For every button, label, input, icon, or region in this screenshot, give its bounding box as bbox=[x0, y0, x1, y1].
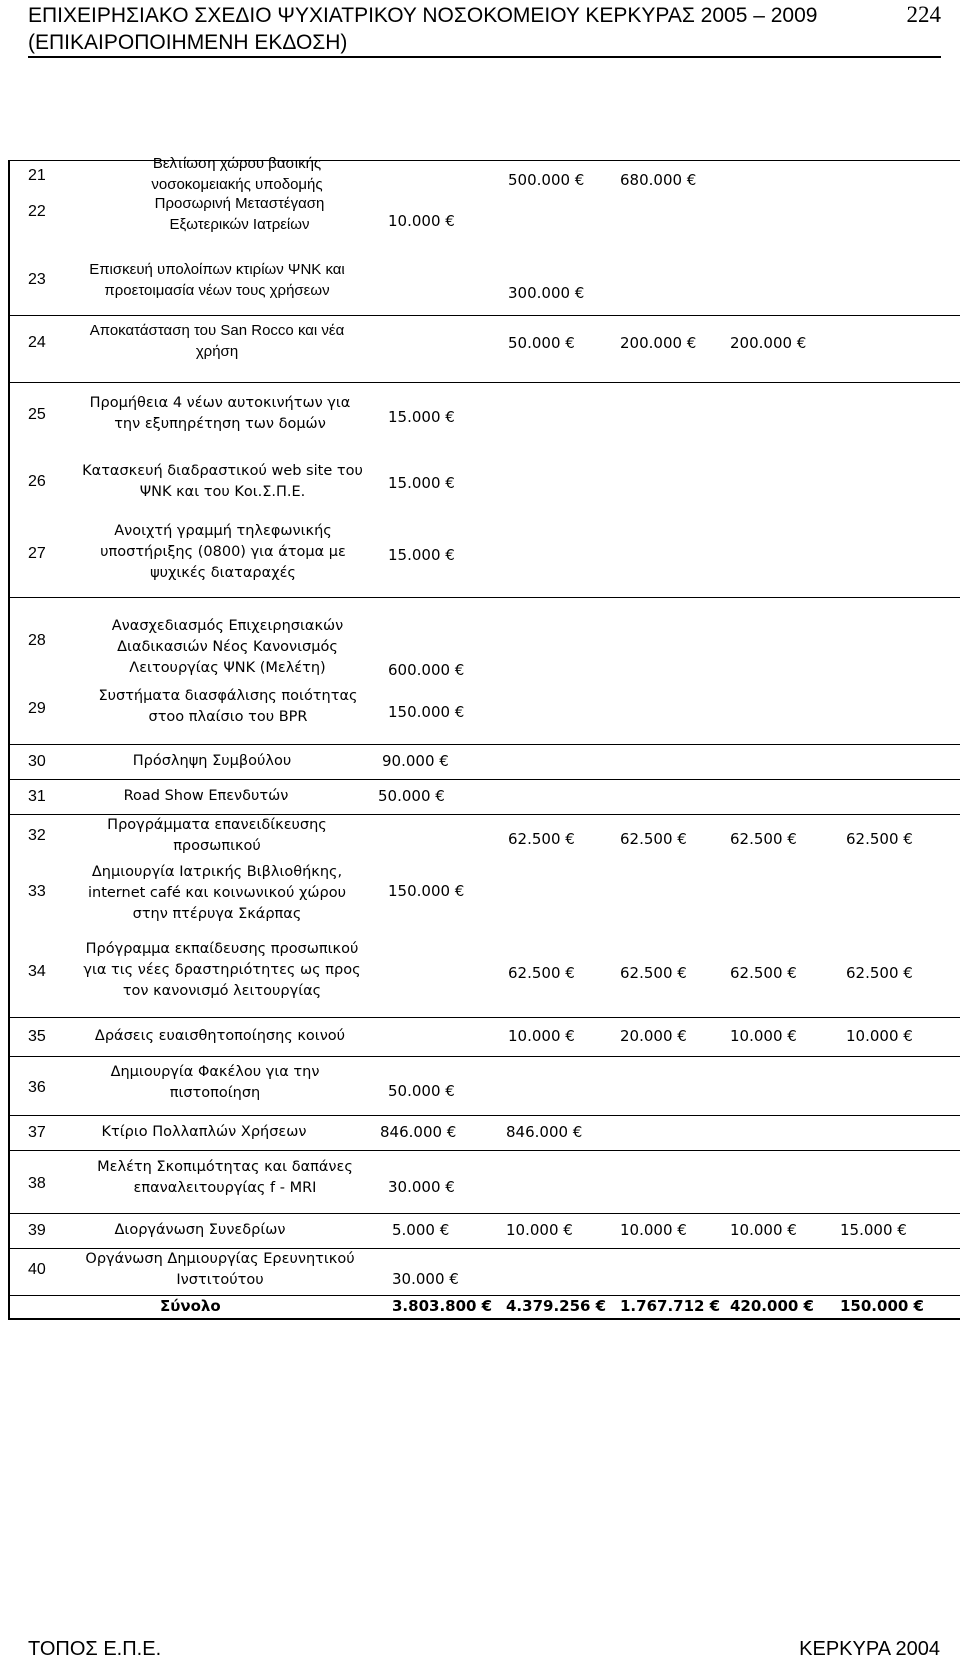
table-row bbox=[10, 1056, 960, 1115]
amount-cell: 50.000 € bbox=[508, 334, 575, 352]
row-description: Δημιουργία Ιατρικής Βιβλιοθήκης, internet café και κοινωνικού χώρου στην πτέρυγα Σκάρπας bbox=[87, 864, 347, 922]
table-row bbox=[10, 682, 960, 744]
row-number: 38 bbox=[28, 1175, 46, 1192]
amount-cell: 30.000 € bbox=[392, 1270, 459, 1288]
table-row bbox=[10, 1150, 960, 1213]
row-number: 21 bbox=[28, 167, 46, 184]
row-number: 28 bbox=[28, 632, 46, 649]
table-row bbox=[10, 382, 960, 449]
table-row bbox=[10, 1213, 960, 1248]
amount-cell: 500.000 € bbox=[508, 171, 585, 189]
amount-cell: 15.000 € bbox=[388, 474, 455, 492]
row-number: 23 bbox=[28, 271, 46, 288]
row-number: 25 bbox=[28, 406, 46, 423]
table-row bbox=[10, 779, 960, 814]
row-number: 29 bbox=[28, 700, 46, 717]
table-row bbox=[10, 1017, 960, 1056]
amount-cell: 15.000 € bbox=[388, 408, 455, 426]
row-description: Επισκευή υπολοίπων κτιρίων ΨΝΚ και προετοιμασία νέων τους χρήσεων bbox=[89, 261, 345, 299]
amount-cell: 10.000 € bbox=[508, 1027, 575, 1045]
row-description: Πρόσληψη Συμβούλου bbox=[132, 753, 292, 769]
row-description: Προγράμματα επανειδίκευσης προσωπικού bbox=[107, 817, 327, 854]
table-row bbox=[10, 814, 960, 863]
amount-cell: 15.000 € bbox=[388, 546, 455, 564]
row-description: Κατασκευή διαδραστικού web site του ΨΝΚ και του Κοι.Σ.Π.Ε. bbox=[82, 463, 363, 500]
amount-cell: 62.500 € bbox=[846, 964, 913, 982]
footer-company: ΤΟΠΟΣ Ε.Π.Ε. bbox=[28, 1638, 162, 1660]
amount-cell: 5.000 € bbox=[392, 1221, 450, 1239]
table-row bbox=[10, 1115, 960, 1150]
row-number: 24 bbox=[28, 334, 46, 351]
total-amount-cell: 3.803.800 € bbox=[392, 1297, 493, 1315]
amount-cell: 846.000 € bbox=[380, 1123, 457, 1141]
row-description: Διοργάνωση Συνεδρίων bbox=[114, 1222, 286, 1238]
row-description: Οργάνωση Δημιουργίας Ερευνητικού Ινστιτούτου bbox=[85, 1251, 355, 1288]
amount-cell: 10.000 € bbox=[620, 1221, 687, 1239]
amount-cell: 90.000 € bbox=[382, 752, 449, 770]
amount-cell: 50.000 € bbox=[378, 787, 445, 805]
row-number: 40 bbox=[28, 1261, 46, 1278]
row-number: 31 bbox=[28, 788, 46, 805]
amount-cell: 62.500 € bbox=[508, 830, 575, 848]
amount-cell: 62.500 € bbox=[508, 964, 575, 982]
amount-cell: 62.500 € bbox=[620, 964, 687, 982]
table-row bbox=[10, 1248, 960, 1295]
amount-cell: 600.000 € bbox=[388, 661, 465, 679]
row-description: Συστήματα διασφάλισης ποιότητας στοο πλαίσιο του BPR bbox=[98, 688, 358, 725]
row-number: 36 bbox=[28, 1079, 46, 1096]
amount-cell: 30.000 € bbox=[388, 1178, 455, 1196]
table-row bbox=[10, 597, 960, 682]
footer-location-year: ΚΕΡΚΥΡΑ 2004 bbox=[799, 1638, 940, 1660]
table-row bbox=[10, 315, 960, 382]
budget-table bbox=[8, 155, 960, 1320]
row-number: 30 bbox=[28, 753, 46, 770]
amount-cell: 150.000 € bbox=[388, 882, 465, 900]
document-title: ΕΠΙΧΕΙΡΗΣΙΑΚΟ ΣΧΕΔΙΟ ΨΥΧΙΑΤΡΙΚΟΥ ΝΟΣΟΚΟΜΕΙΟΥ ΚΕΡΚΥΡΑΣ 2005 – 2009 (ΕΠΙΚΑΙΡΟΠΟΙΗΜΕΝΗ ΕΚΔΟΣΗ) bbox=[28, 4, 818, 54]
amount-cell: 62.500 € bbox=[730, 830, 797, 848]
row-description: Ανοιχτή γραμμή τηλεφωνικής υποστήριξης (0800) για άτομα με ψυχικές διαταραχές bbox=[100, 523, 346, 581]
amount-cell: 10.000 € bbox=[846, 1027, 913, 1045]
row-description: Πρόγραμμα εκπαίδευσης προσωπικού για τις νέες δραστηριότητες ως προς τον κανονισμό λειτουργίας bbox=[83, 941, 361, 999]
total-amount-cell: 420.000 € bbox=[730, 1297, 814, 1315]
amount-cell: 15.000 € bbox=[840, 1221, 907, 1239]
page-number: 224 bbox=[906, 2, 941, 27]
table-row bbox=[10, 241, 960, 315]
amount-cell: 200.000 € bbox=[730, 334, 807, 352]
amount-cell: 62.500 € bbox=[620, 830, 687, 848]
amount-cell: 680.000 € bbox=[620, 171, 697, 189]
amount-cell: 10.000 € bbox=[388, 212, 455, 230]
amount-cell: 10.000 € bbox=[730, 1221, 797, 1239]
total-row bbox=[10, 1295, 960, 1318]
row-description: Road Show Επενδυτών bbox=[123, 788, 289, 804]
row-description: Προμήθεια 4 νέων αυτοκινήτων για την εξυπηρέτηση των δομών bbox=[89, 395, 351, 432]
amount-cell: 300.000 € bbox=[508, 284, 585, 302]
amount-cell: 62.500 € bbox=[846, 830, 913, 848]
row-number: 37 bbox=[28, 1124, 46, 1141]
row-number: 33 bbox=[28, 883, 46, 900]
amount-cell: 200.000 € bbox=[620, 334, 697, 352]
amount-cell: 50.000 € bbox=[388, 1082, 455, 1100]
total-amount-cell: 1.767.712 € bbox=[620, 1297, 721, 1315]
amount-cell: 846.000 € bbox=[506, 1123, 583, 1141]
row-number: 39 bbox=[28, 1222, 46, 1239]
row-description: Κτίριο Πολλαπλών Χρήσεων bbox=[101, 1124, 307, 1140]
amount-cell: 10.000 € bbox=[730, 1027, 797, 1045]
row-number: 22 bbox=[28, 203, 46, 220]
row-description: Δράσεις ευαισθητοποίησης κοινού bbox=[94, 1028, 346, 1044]
amount-cell: 62.500 € bbox=[730, 964, 797, 982]
row-description: Προσωρινή Μεταστέγαση Εξωτερικών Ιατρείων bbox=[154, 195, 325, 233]
row-number: 34 bbox=[28, 963, 46, 980]
table-row bbox=[10, 933, 960, 1017]
row-number: 35 bbox=[28, 1028, 46, 1045]
amount-cell: 10.000 € bbox=[506, 1221, 573, 1239]
total-amount-cell: 4.379.256 € bbox=[506, 1297, 607, 1315]
page-header bbox=[28, 0, 941, 58]
row-number: 27 bbox=[28, 545, 46, 562]
row-description: Δημιουργία Φακέλου για την πιστοποίηση bbox=[110, 1064, 320, 1101]
row-number: 32 bbox=[28, 827, 46, 844]
row-description: Μελέτη Σκοπιμότητας και δαπάνες επαναλειτουργίας f - MRI bbox=[97, 1159, 353, 1196]
amount-cell: 20.000 € bbox=[620, 1027, 687, 1045]
row-description: Βελτίωση χώρου βασικής νοσοκομειακής υποδομής bbox=[151, 155, 323, 193]
row-description: Ανασχεδιασμός Επιχειρησιακών Διαδικασιών Νέος Κανονισμός Λειτουργίας ΨΝΚ (Μελέτη) bbox=[111, 618, 344, 676]
table-row bbox=[10, 449, 960, 515]
table-row bbox=[10, 744, 960, 779]
amount-cell: 150.000 € bbox=[388, 703, 465, 721]
table-row bbox=[10, 863, 960, 933]
row-description: Αποκατάσταση του San Rocco και νέα χρήση bbox=[89, 322, 345, 360]
total-amount-cell: 150.000 € bbox=[840, 1297, 924, 1315]
total-label: Σύνολο bbox=[160, 1297, 221, 1315]
table-row bbox=[10, 515, 960, 597]
row-number: 26 bbox=[28, 473, 46, 490]
